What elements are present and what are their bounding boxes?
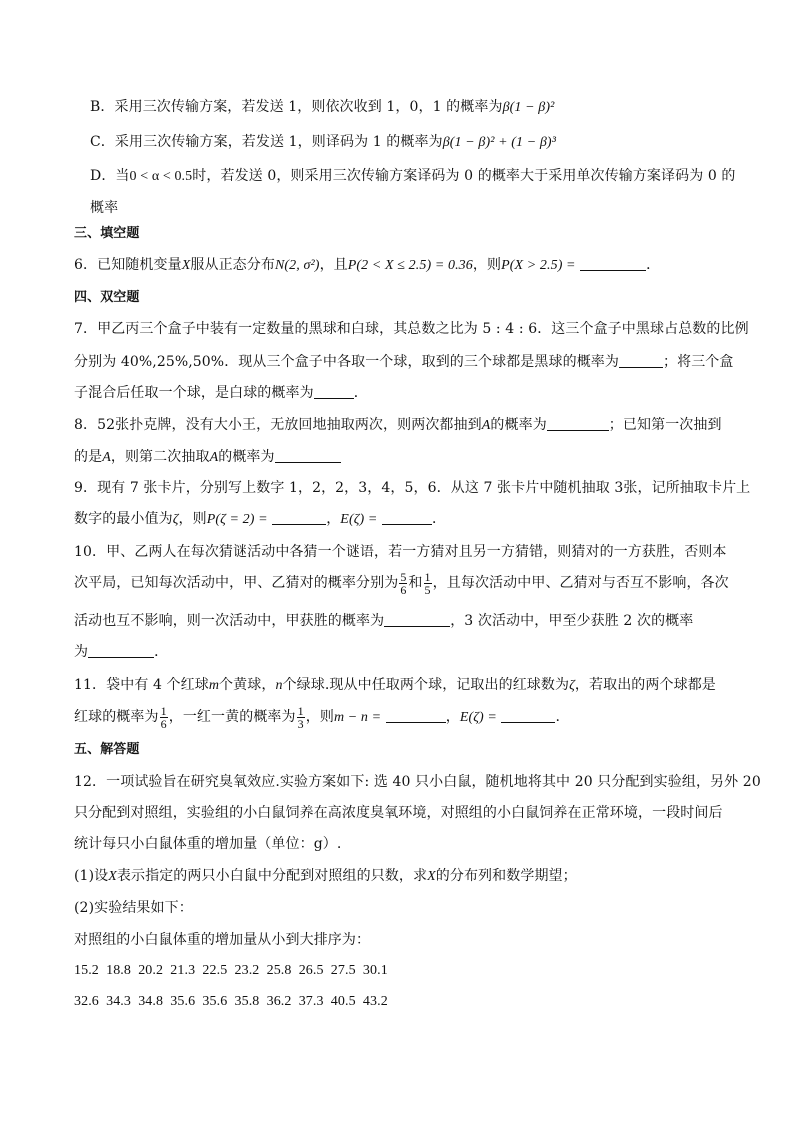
option-c-text: C．采用三次传输方案，若发送 1，则译码为 1 的概率为 <box>90 134 443 150</box>
q11-text-2b: ，一红一黄的概率为 <box>168 709 296 725</box>
q7-line-1: 7．甲乙丙三个盒子中装有一定数量的黑球和白球，其总数之比为 5 : 4 : 6．这三个盒子中黑球占总数的比例 <box>74 321 749 337</box>
q12-sub-1 <box>74 867 734 886</box>
q8-var-a-2: A <box>102 450 111 465</box>
q11-text-2c: ，则 <box>305 709 334 725</box>
q10-line-2 <box>74 568 734 598</box>
q6-distribution: N(2, σ²) <box>274 258 320 273</box>
q7-answer-blank-1[interactable] <box>619 354 663 368</box>
q8-text-1a: 8．52张扑克牌，没有大小王，无放回地抽取两次，则两次都抽到 <box>74 417 482 433</box>
q12-data-row-1: 15.2 18.8 20.2 21.3 22.5 23.2 25.8 26.5 27.5 30.1 <box>74 963 388 978</box>
q11-var-n: n <box>275 678 283 693</box>
q11-text-1d: ，若取出的两个球都是 <box>574 677 716 693</box>
q12-sub-2: (2)实验结果如下： <box>74 900 193 916</box>
q9-prob: P(ζ = 2) = <box>206 512 268 527</box>
option-d-text-2: 时，若发送 0，则采用三次传输方案译码为 0 的概率大于采用单次传输方案译码为 0 的 <box>192 168 736 184</box>
q5-option-c <box>90 133 730 152</box>
q6-end: ． <box>646 257 661 273</box>
q12-line-2: 只分配到对照组，实验组的小白鼠饲养在高浓度臭氧环境，对照组的小白鼠饲养在正常环境，一段时间后 <box>74 805 723 821</box>
q8-var-a-3: A <box>209 450 219 465</box>
q9-line-2 <box>74 510 734 529</box>
q10-line-3 <box>74 612 734 630</box>
q7-text-3a: 子混合后任取一个球，是白球的概率为 <box>74 385 314 401</box>
q11-zeta: ζ <box>569 678 575 693</box>
q12-line-3: 统计每只小白鼠体重的增加量（单位：g）. <box>74 836 342 852</box>
q9-expectation: E(ζ) = <box>340 512 378 527</box>
q8-answer-blank-1[interactable] <box>547 417 609 431</box>
q7-text-2a: 分别为 40%,25%,50%．现从三个盒子中各取一个球，取到的三个球都是黑球的概率为 <box>74 354 619 370</box>
fraction-denominator: 5 <box>424 582 431 597</box>
fraction-denominator: 3 <box>297 716 304 731</box>
question-6 <box>74 256 734 275</box>
option-c-math: β(1 − β)² + (1 − β)³ <box>442 135 556 150</box>
q11-separator: ， <box>445 709 460 725</box>
q5-option-d-cont: 概率 <box>90 200 119 216</box>
q6-text-3: ，且 <box>319 257 348 273</box>
fraction-numerator: 5 <box>400 569 407 584</box>
fraction-1-3 <box>297 705 305 730</box>
option-d-text-1: D．当 <box>90 168 130 184</box>
section-solution-heading: 五、解答题 <box>74 742 140 757</box>
q7-text-2b: ；将三个盒 <box>663 354 734 370</box>
option-d-math: 0 < α < 0.5 <box>129 169 193 184</box>
q10-text-3a: 活动也互不影响，则一次活动中，甲获胜的概率为 <box>74 613 385 629</box>
q11-answer-blank-2[interactable] <box>501 709 555 723</box>
option-b-text: B．采用三次传输方案，若发送 1，则依次收到 1，0，1 的概率为 <box>90 99 503 115</box>
q7-line-3 <box>74 384 734 402</box>
q10-text-4a: 为 <box>74 644 89 660</box>
q10-and: 和 <box>408 575 423 591</box>
q5-option-d <box>90 167 736 186</box>
q6-text-2: 服从正态分布 <box>190 257 275 273</box>
q12-var-x-2: X <box>427 869 436 884</box>
q10-text-4b: ． <box>154 644 169 660</box>
q11-expectation: E(ζ) = <box>459 710 497 725</box>
q11-text-1b: 个黄球， <box>219 677 276 693</box>
q12-data-row-2: 32.6 34.3 34.8 35.6 35.6 35.8 36.2 37.3 40.5 43.2 <box>74 994 388 1009</box>
q12-text-1b: 表示指定的两只小白鼠中分配到对照组的只数，求 <box>116 868 428 884</box>
q9-answer-blank-2[interactable] <box>382 511 432 525</box>
q11-text-2a: 红球的概率为 <box>74 709 159 725</box>
fraction-numerator: 1 <box>424 569 431 584</box>
q12-var-x: X <box>108 869 117 884</box>
q11-m-minus-n: m − n = <box>333 710 382 725</box>
q11-answer-blank-1[interactable] <box>386 709 446 723</box>
q6-var: X <box>181 258 191 273</box>
q9-line-1: 9．现有 7 张卡片，分别写上数字 1，2，2，3，4，5，6．从这 7 张卡片中随机抽取 3张，记所抽取卡片上 <box>74 480 751 496</box>
q8-text-2a: 的是 <box>74 449 103 465</box>
q9-separator: ， <box>326 511 341 527</box>
q7-text-3b: ． <box>353 385 368 401</box>
fraction-denominator: 6 <box>400 582 407 597</box>
q10-text-2b: ，且每次活动中甲、乙猜对与否互不影响，各次 <box>432 575 729 591</box>
q12-data-intro: 对照组的小白鼠体重的增加量从小到大排序为： <box>74 932 371 948</box>
q9-text-2a: 数字的最小值为 <box>74 511 173 527</box>
q11-end: . <box>555 709 561 725</box>
q8-text-1c: ；已知第一次抽到 <box>608 417 722 433</box>
q11-line-1 <box>74 676 734 695</box>
fraction-numerator: 1 <box>160 703 167 718</box>
q9-zeta: ζ <box>172 512 179 527</box>
q10-line-1: 10．甲、乙两人在每次猜谜活动中各猜一个谜语，若一方猜对且另一方猜错，则猜对的一方获胜，否则本 <box>74 544 727 560</box>
fraction-1-6 <box>160 705 168 730</box>
q10-text-3b: ，3 次活动中，甲至少获胜 2 次的概率 <box>450 613 694 629</box>
q6-ask: P(X > 2.5) = <box>501 258 576 273</box>
q11-var-m: m <box>208 678 220 693</box>
q9-text-2b: ，则 <box>178 511 207 527</box>
q8-line-2 <box>74 448 734 467</box>
q6-condition: P(2 < X ≤ 2.5) = 0.36 <box>347 258 473 273</box>
q8-line-1 <box>74 416 734 435</box>
q6-text-4: ，则 <box>472 257 502 273</box>
q8-text-1b: 的概率为 <box>490 417 547 433</box>
q7-answer-blank-2[interactable] <box>314 385 354 399</box>
q11-text-1a: 11．袋中有 4 个红球 <box>74 677 209 693</box>
q6-text-1: 6．已知随机变量 <box>74 257 182 273</box>
q12-text-1c: 的分布列和数学期望； <box>435 868 577 884</box>
q11-line-2 <box>74 702 734 732</box>
q8-text-2b: ，则第二次抽取 <box>110 449 210 465</box>
fraction-1-5 <box>424 571 432 596</box>
q5-option-b <box>90 98 730 117</box>
q11-text-1c: 个绿球.现从中任取两个球，记取出的红球数为 <box>282 677 570 693</box>
q8-answer-blank-2[interactable] <box>275 449 341 463</box>
fraction-numerator: 1 <box>297 703 304 718</box>
q9-answer-blank-1[interactable] <box>272 511 326 525</box>
option-b-math: β(1 − β)² <box>502 100 555 115</box>
q10-text-2a: 次平局，已知每次活动中，甲、乙猜对的概率分别为 <box>74 575 399 591</box>
fraction-5-6 <box>399 571 407 596</box>
q12-text-1a: (1)设 <box>74 868 109 884</box>
q8-text-2c: 的概率为 <box>218 449 275 465</box>
q10-line-4 <box>74 643 734 661</box>
q6-answer-blank[interactable] <box>580 257 646 271</box>
q12-line-1: 12．一项试验旨在研究臭氧效应.实验方案如下: 选 40 只小白鼠，随机地将其中 20 只分配到实验组，另外 20 <box>74 774 761 790</box>
q10-answer-blank-1[interactable] <box>384 613 450 627</box>
fraction-denominator: 6 <box>160 716 167 731</box>
section-double-blank-heading: 四、双空题 <box>74 290 140 305</box>
q8-var-a: A <box>481 418 491 433</box>
q10-answer-blank-2[interactable] <box>88 644 154 658</box>
section-fill-blank-heading: 三、填空题 <box>74 226 140 241</box>
q7-line-2 <box>74 353 734 371</box>
q9-end: ． <box>431 511 447 527</box>
